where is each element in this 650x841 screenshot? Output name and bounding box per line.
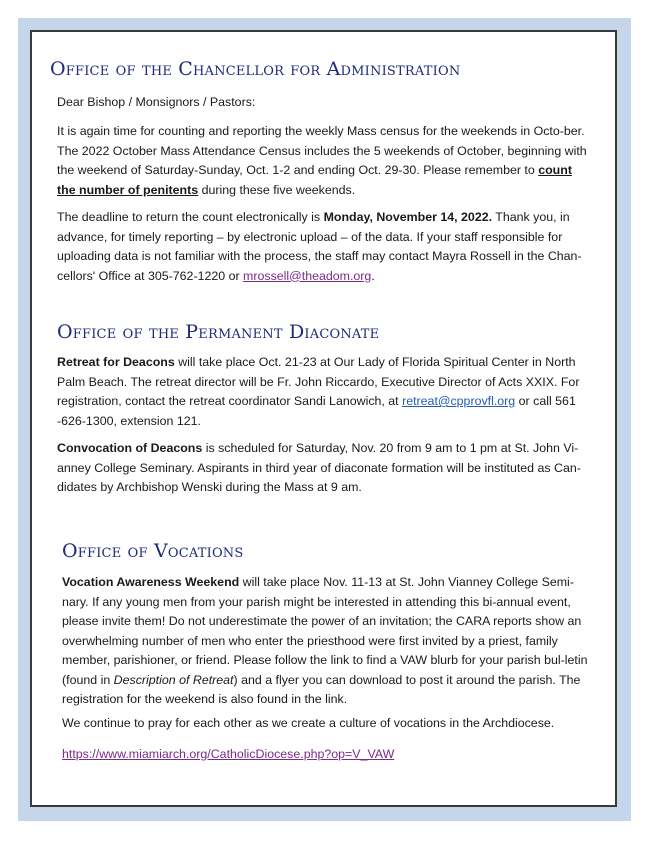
vaw-paragraph: Vocation Awareness Weekend will take place Nov. 11-13 at St. John Vianney College Semi-nary. If any young men from your parish might be interested in attending this bi-annual event, please invite them! Do not underestimate the power of an invitation; the CARA reports show an overwhelming number of men who enter the priesthood were first invited by a priest, family member, parishioner, or friend. Please follow the link to find a VAW blurb for your parish bul-letin (found in Description of Retreat) and a flyer you can download to post it around the parish. The registration for the weekend is also found in the link. — [62, 575, 588, 706]
greeting: Dear Bishop / Monsignors / Pastors: — [57, 95, 256, 109]
retreat-email-link[interactable]: retreat@cpprovfl.org — [402, 394, 516, 408]
vaw-link[interactable]: https://www.miamiarch.org/CatholicDiocese.php?op=V_VAW — [62, 747, 395, 761]
retreat-description-italic: Description of Retreat — [113, 672, 234, 687]
mrossell-email-link[interactable]: mrossell@theadom.org — [243, 268, 372, 283]
deadline-date: Monday, November 14, 2022. — [323, 210, 493, 224]
vaw-title: Vocation Awareness Weekend — [62, 575, 240, 589]
vaw-link-line — [62, 745, 592, 765]
retreat-title: Retreat for Deacons — [57, 355, 175, 369]
deadline-paragraph: The deadline to return the count electronically is Monday, November 14, 2022. Thank you, in advance, for timely reporting – by electronic upload – of the data. If your staff responsible for uploading data is not familiar with the process, the staff may contact Mayra Rossell in the Chan-cellors' Office at 305-762-1220 or mrossell@theadom.org. — [57, 210, 582, 283]
diaconate-heading: Office of the Permanent Diaconate — [57, 321, 380, 343]
vocations-heading: Office of Vocations — [62, 540, 244, 562]
retreat-paragraph: Retreat for Deacons will take place Oct. 21-23 at Our Lady of Florida Spiritual Center in North Palm Beach. The retreat director will be Fr. John Riccardo, Executive Director of Acts XXIX. For registration, contact the retreat coordinator Sandi Lanowich, at retreat@cpprovfl.org or call 561 -626-1300, extension 121. — [57, 355, 580, 428]
penitents-emphasis: count the number of penitents — [57, 163, 572, 197]
chancellor-heading: Office of the Chancellor for Administration — [50, 58, 461, 80]
prayer-paragraph: We continue to pray for each other as we create a culture of vocations in the Archdiocese. — [62, 716, 555, 730]
census-paragraph: It is again time for counting and reporting the weekly Mass census for the weekends in Octo-ber. The 2022 October Mass Attendance Census includes the 5 weekends of October, beginning with the weekend of Saturday-Sunday, Oct. 1-2 and ending Oct. 29-30. Please remember to count the number of penitents during these five weekends. — [57, 124, 587, 197]
convocation-paragraph: Convocation of Deacons is scheduled for Saturday, Nov. 20 from 9 am to 1 pm at St. John Vi-anney College Seminary. Aspirants in third year of diaconate formation will be instituted as Can-didates by Archbishop Wenski during the Mass at 9 am. — [57, 441, 581, 494]
convocation-title: Convocation of Deacons — [57, 441, 203, 455]
